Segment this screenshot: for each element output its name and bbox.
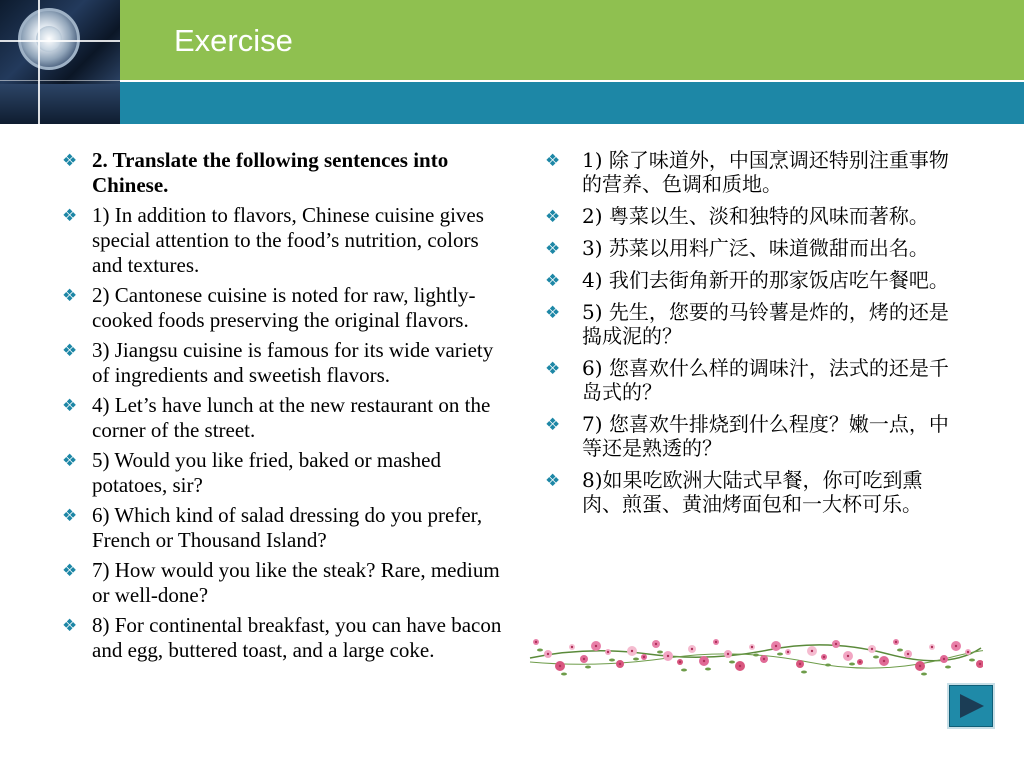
diamond-bullet-icon: ❖ bbox=[62, 151, 78, 171]
diamond-bullet-icon: ❖ bbox=[62, 506, 78, 526]
header-photo-bumper bbox=[0, 84, 120, 124]
chinese-translation-list bbox=[545, 148, 955, 524]
english-sentence: 3) Jiangsu cuisine is famous for its wide variety of ingredients and sweetish flavors. bbox=[92, 338, 494, 387]
diamond-bullet-icon: ❖ bbox=[545, 415, 561, 435]
list-item bbox=[62, 503, 502, 553]
english-sentence: 1) In addition to flavors, Chinese cuisine gives special attention to the food’s nutrition, colors and textures. bbox=[92, 203, 484, 277]
diamond-bullet-icon: ❖ bbox=[545, 271, 561, 291]
english-sentence: 8) For continental breakfast, you can have bacon and egg, buttered toast, and a large coke. bbox=[92, 613, 502, 662]
list-item bbox=[62, 203, 502, 278]
list-item bbox=[62, 393, 502, 443]
list-item bbox=[545, 356, 955, 404]
list-item bbox=[62, 283, 502, 333]
list-item bbox=[545, 268, 955, 292]
diamond-bullet-icon: ❖ bbox=[62, 561, 78, 581]
chinese-sentence: 2) 粤菜以生、淡和独特的风味而著称。 bbox=[582, 204, 929, 228]
chinese-sentence: 7) 您喜欢牛排烧到什么程度？嫩一点，中等还是熟透的？ bbox=[582, 412, 949, 460]
diamond-bullet-icon: ❖ bbox=[545, 207, 561, 227]
diamond-bullet-icon: ❖ bbox=[545, 359, 561, 379]
english-sentence: 4) Let’s have lunch at the new restaurant on the corner of the street. bbox=[92, 393, 491, 442]
chinese-sentence: 6) 您喜欢什么样的调味汁，法式的还是千岛式的？ bbox=[582, 356, 949, 404]
english-sentence: 5) Would you like fried, baked or mashed potatoes, sir? bbox=[92, 448, 442, 497]
instruction-item bbox=[62, 148, 502, 198]
next-slide-button[interactable] bbox=[947, 683, 995, 729]
header-car-photo bbox=[0, 0, 120, 124]
chinese-sentence: 5) 先生，您要的马铃薯是炸的，烤的还是捣成泥的？ bbox=[582, 300, 949, 348]
list-item bbox=[545, 468, 955, 516]
chinese-sentence: 8)如果吃欧洲大陆式早餐，你可吃到熏肉、煎蛋、黄油烤面包和一大杯可乐。 bbox=[582, 468, 923, 516]
diamond-bullet-icon: ❖ bbox=[62, 341, 78, 361]
diamond-bullet-icon: ❖ bbox=[62, 396, 78, 416]
diamond-bullet-icon: ❖ bbox=[545, 239, 561, 259]
diamond-bullet-icon: ❖ bbox=[545, 151, 561, 171]
diamond-bullet-icon: ❖ bbox=[62, 206, 78, 226]
list-item bbox=[545, 236, 955, 260]
english-sentence: 6) Which kind of salad dressing do you prefer, French or Thousand Island? bbox=[92, 503, 483, 552]
list-item bbox=[62, 338, 502, 388]
diamond-bullet-icon: ❖ bbox=[62, 286, 78, 306]
instruction-text: 2. Translate the following sentences into Chinese. bbox=[92, 148, 449, 197]
diamond-bullet-icon: ❖ bbox=[545, 471, 561, 491]
diamond-bullet-icon: ❖ bbox=[62, 451, 78, 471]
header-grid-line-horizontal bbox=[0, 40, 120, 42]
header-teal-band bbox=[120, 82, 1024, 124]
list-item bbox=[545, 300, 955, 348]
chinese-sentence: 3) 苏菜以用料广泛、味道微甜而出名。 bbox=[582, 236, 929, 260]
page-title: Exercise bbox=[174, 23, 293, 58]
list-item bbox=[545, 204, 955, 228]
diamond-bullet-icon: ❖ bbox=[545, 303, 561, 323]
play-next-icon bbox=[960, 694, 984, 718]
english-sentence: 7) How would you like the steak? Rare, medium or well-done? bbox=[92, 558, 500, 607]
diamond-bullet-icon: ❖ bbox=[62, 616, 78, 636]
list-item bbox=[545, 148, 955, 196]
header-grid-line-horizontal-2 bbox=[0, 80, 120, 81]
chinese-sentence: 1) 除了味道外，中国烹调还特别注重事物的营养、色调和质地。 bbox=[582, 148, 949, 196]
header-grid-line-vertical bbox=[38, 0, 40, 124]
list-item bbox=[62, 448, 502, 498]
chinese-sentence: 4) 我们去街角新开的那家饭店吃午餐吧。 bbox=[582, 268, 949, 292]
english-sentence-list bbox=[62, 148, 502, 668]
english-sentence: 2) Cantonese cuisine is noted for raw, lightly-cooked foods preserving the original flavors. bbox=[92, 283, 476, 332]
floral-border-decoration bbox=[528, 628, 983, 676]
list-item bbox=[62, 558, 502, 608]
list-item bbox=[62, 613, 502, 663]
list-item bbox=[545, 412, 955, 460]
